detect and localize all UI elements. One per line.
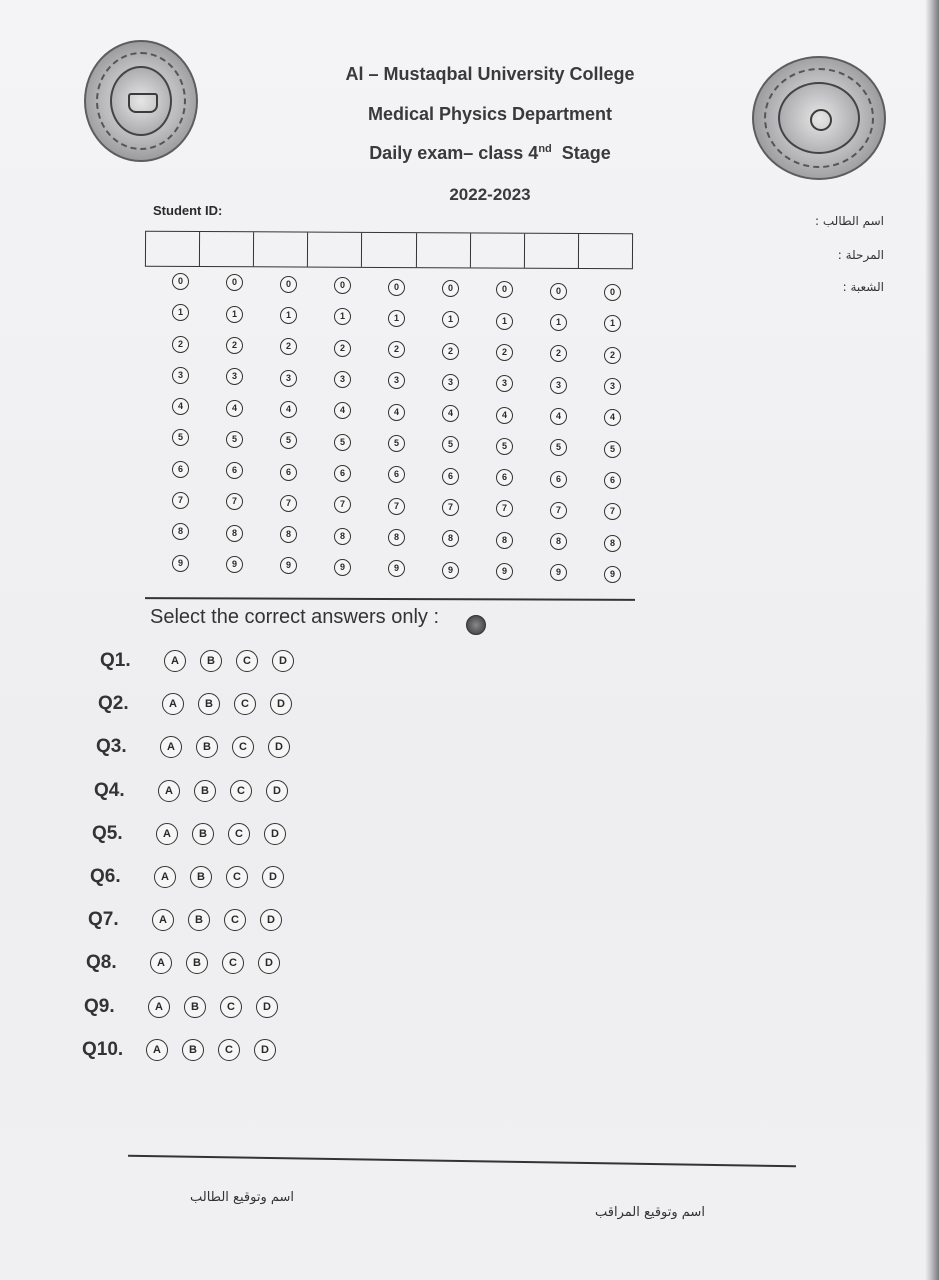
question-label: Q1. bbox=[100, 650, 131, 671]
question-label: Q4. bbox=[94, 779, 125, 801]
id-digit-column bbox=[172, 273, 192, 586]
id-digit-bubble[interactable]: 3 bbox=[226, 368, 243, 385]
id-digit-bubble[interactable]: 5 bbox=[280, 432, 297, 449]
exam-title-sup: nd bbox=[538, 143, 552, 155]
answer-option-bubble[interactable]: A bbox=[148, 996, 170, 1018]
answer-option-bubble[interactable]: D bbox=[272, 650, 294, 672]
id-digit-bubble[interactable]: 7 bbox=[334, 496, 351, 513]
id-digit-bubble[interactable]: 6 bbox=[388, 466, 405, 483]
id-digit-bubble[interactable]: 6 bbox=[442, 468, 459, 485]
answer-option-bubble[interactable]: C bbox=[232, 736, 254, 758]
id-digit-column bbox=[388, 279, 408, 592]
id-digit-bubble[interactable]: 6 bbox=[604, 472, 621, 489]
page-edge-shadow bbox=[925, 0, 939, 1280]
answer-option-bubble[interactable]: C bbox=[224, 909, 246, 931]
id-digit-bubble[interactable]: 0 bbox=[172, 273, 189, 290]
id-digit-column bbox=[442, 280, 462, 593]
id-digit-bubble[interactable]: 3 bbox=[604, 378, 621, 395]
id-digit-bubble[interactable]: 1 bbox=[604, 315, 621, 332]
id-digit-bubble[interactable]: 4 bbox=[172, 398, 189, 415]
id-digit-bubble[interactable]: 0 bbox=[334, 277, 351, 294]
id-digit-bubble[interactable]: 9 bbox=[226, 556, 243, 573]
id-digit-bubble[interactable]: 5 bbox=[442, 436, 459, 453]
question-label: Q6. bbox=[90, 866, 121, 887]
id-box[interactable] bbox=[254, 232, 308, 266]
question-label: Q2. bbox=[98, 693, 129, 715]
answer-option-bubble[interactable]: C bbox=[218, 1039, 240, 1061]
id-digit-bubble[interactable]: 1 bbox=[496, 313, 513, 330]
question-label: Q5. bbox=[92, 822, 123, 844]
id-digit-bubble[interactable]: 7 bbox=[604, 503, 621, 520]
answer-option-bubble[interactable]: D bbox=[256, 996, 278, 1018]
id-digit-column bbox=[604, 284, 624, 597]
question-label: Q7. bbox=[88, 909, 119, 931]
id-digit-column bbox=[280, 276, 300, 589]
answer-option-bubble[interactable]: D bbox=[264, 823, 286, 845]
id-digit-bubble[interactable]: 4 bbox=[550, 408, 567, 425]
id-digit-bubble[interactable]: 3 bbox=[550, 377, 567, 394]
id-digit-bubble[interactable]: 1 bbox=[226, 306, 243, 323]
question-row bbox=[88, 907, 296, 933]
id-digit-bubble[interactable]: 4 bbox=[388, 404, 405, 421]
answer-option-bubble[interactable]: B bbox=[184, 996, 206, 1018]
id-box[interactable] bbox=[416, 233, 470, 267]
id-digit-bubble[interactable]: 2 bbox=[172, 336, 189, 353]
answer-option-bubble[interactable]: C bbox=[222, 952, 244, 974]
divider-line bbox=[145, 597, 635, 600]
id-box[interactable] bbox=[579, 234, 632, 268]
id-digit-bubble[interactable]: 8 bbox=[172, 523, 189, 540]
id-digit-bubble[interactable]: 4 bbox=[604, 409, 621, 426]
answer-option-bubble[interactable]: C bbox=[228, 823, 250, 845]
id-digit-bubble[interactable]: 1 bbox=[280, 307, 297, 324]
answer-option-bubble[interactable]: A bbox=[158, 780, 180, 802]
id-digit-bubble[interactable]: 8 bbox=[334, 528, 351, 545]
answer-option-bubble[interactable]: A bbox=[162, 693, 184, 715]
id-digit-bubble[interactable]: 7 bbox=[442, 499, 459, 516]
university-seal-left bbox=[84, 40, 198, 162]
id-digit-bubble[interactable]: 9 bbox=[442, 562, 459, 579]
id-digit-bubble[interactable]: 7 bbox=[226, 493, 243, 510]
answer-option-bubble[interactable]: C bbox=[236, 650, 258, 672]
id-digit-column bbox=[334, 277, 354, 590]
exam-title bbox=[300, 143, 680, 164]
id-digit-bubble[interactable]: 2 bbox=[226, 337, 243, 354]
id-digit-bubble[interactable]: 3 bbox=[388, 372, 405, 389]
question-row bbox=[100, 648, 308, 674]
id-digit-bubble[interactable]: 9 bbox=[172, 555, 189, 572]
id-digit-bubble[interactable]: 6 bbox=[226, 462, 243, 479]
question-row bbox=[94, 778, 302, 804]
id-digit-bubble[interactable]: 4 bbox=[334, 402, 351, 419]
answer-option-bubble[interactable]: B bbox=[200, 650, 222, 672]
question-row bbox=[96, 734, 304, 760]
id-digit-bubble[interactable]: 7 bbox=[388, 498, 405, 515]
id-digit-column bbox=[226, 274, 246, 587]
id-digit-bubble[interactable]: 3 bbox=[172, 367, 189, 384]
id-box[interactable] bbox=[200, 232, 254, 266]
id-digit-bubble[interactable]: 5 bbox=[172, 429, 189, 446]
answer-option-bubble[interactable]: A bbox=[154, 866, 176, 888]
id-digit-bubble[interactable]: 2 bbox=[604, 347, 621, 364]
answer-option-bubble[interactable]: A bbox=[164, 650, 186, 672]
id-digit-bubble[interactable]: 5 bbox=[496, 438, 513, 455]
answer-option-bubble[interactable]: C bbox=[234, 693, 256, 715]
id-digit-bubble[interactable]: 2 bbox=[388, 341, 405, 358]
student-id-boxes bbox=[145, 231, 633, 270]
answer-option-bubble[interactable]: D bbox=[268, 736, 290, 758]
answer-option-bubble[interactable]: D bbox=[258, 952, 280, 974]
id-digit-bubble[interactable]: 0 bbox=[496, 281, 513, 298]
question-row bbox=[86, 950, 294, 976]
id-digit-bubble[interactable]: 9 bbox=[280, 557, 297, 574]
id-box[interactable] bbox=[362, 233, 416, 267]
student-name-field[interactable]: اسم الطالب : bbox=[815, 214, 884, 228]
question-row bbox=[90, 864, 298, 890]
answer-option-bubble[interactable]: C bbox=[226, 866, 248, 888]
id-digit-bubble[interactable]: 6 bbox=[496, 469, 513, 486]
seal-core bbox=[778, 82, 860, 154]
id-box[interactable] bbox=[308, 233, 362, 267]
question-label: Q10. bbox=[82, 1038, 124, 1060]
id-digit-bubble[interactable]: 8 bbox=[442, 530, 459, 547]
filled-bubble-icon bbox=[466, 615, 486, 635]
seal-core bbox=[110, 66, 172, 136]
id-digit-bubble[interactable]: 4 bbox=[496, 407, 513, 424]
question-label: Q8. bbox=[86, 952, 117, 974]
id-digit-bubble[interactable]: 3 bbox=[334, 371, 351, 388]
answer-option-bubble[interactable]: D bbox=[254, 1039, 276, 1061]
academic-year: 2022-2023 bbox=[449, 185, 531, 204]
answer-option-bubble[interactable]: D bbox=[262, 866, 284, 888]
id-digit-bubble[interactable]: 6 bbox=[334, 465, 351, 482]
answer-option-bubble[interactable]: C bbox=[230, 780, 252, 802]
id-box[interactable] bbox=[525, 234, 579, 268]
question-row bbox=[98, 691, 306, 717]
question-row bbox=[82, 1037, 290, 1063]
id-digit-bubble[interactable]: 2 bbox=[280, 338, 297, 355]
id-digit-bubble[interactable]: 4 bbox=[280, 401, 297, 418]
book-icon bbox=[128, 93, 158, 113]
proctor-signature-label: اسم وتوقيع المراقب bbox=[595, 1205, 705, 1220]
id-digit-column bbox=[496, 281, 516, 594]
id-digit-bubble[interactable]: 5 bbox=[604, 441, 621, 458]
id-digit-bubble[interactable]: 7 bbox=[172, 492, 189, 509]
id-digit-bubble[interactable]: 6 bbox=[172, 461, 189, 478]
id-digit-bubble[interactable]: 9 bbox=[388, 560, 405, 577]
answer-option-bubble[interactable]: D bbox=[266, 780, 288, 802]
id-digit-bubble[interactable]: 8 bbox=[496, 532, 513, 549]
student-id-label: Student ID: bbox=[153, 203, 223, 218]
answer-option-bubble[interactable]: B bbox=[194, 780, 216, 802]
id-digit-bubble[interactable]: 9 bbox=[550, 564, 567, 581]
question-label: Q9. bbox=[84, 995, 115, 1017]
id-digit-bubble[interactable]: 0 bbox=[442, 280, 459, 297]
question-label: Q3. bbox=[96, 736, 127, 758]
answer-option-bubble[interactable]: B bbox=[186, 952, 208, 974]
answer-option-bubble[interactable]: B bbox=[192, 823, 214, 845]
id-digit-bubble[interactable]: 1 bbox=[172, 304, 189, 321]
id-digit-bubble[interactable]: 8 bbox=[226, 525, 243, 542]
id-digit-bubble[interactable]: 5 bbox=[226, 431, 243, 448]
emblem-icon bbox=[810, 109, 832, 131]
answer-option-bubble[interactable]: B bbox=[188, 909, 210, 931]
id-digit-bubble[interactable]: 2 bbox=[442, 343, 459, 360]
id-box[interactable] bbox=[146, 232, 200, 266]
id-box[interactable] bbox=[471, 233, 525, 267]
id-digit-bubble[interactable]: 1 bbox=[550, 314, 567, 331]
answer-option-bubble[interactable]: B bbox=[190, 866, 212, 888]
id-digit-bubble[interactable]: 9 bbox=[604, 566, 621, 583]
id-digit-bubble[interactable]: 5 bbox=[388, 435, 405, 452]
exam-title-suffix: Stage bbox=[551, 143, 611, 163]
id-digit-bubble[interactable]: 3 bbox=[280, 370, 297, 387]
id-digit-bubble[interactable]: 6 bbox=[280, 464, 297, 481]
student-stage-field[interactable]: المرحلة : bbox=[837, 248, 884, 262]
id-digit-bubble[interactable]: 3 bbox=[496, 375, 513, 392]
id-digit-bubble[interactable]: 0 bbox=[604, 284, 621, 301]
id-digit-column bbox=[550, 283, 570, 596]
id-digit-bubble[interactable]: 0 bbox=[280, 276, 297, 293]
instruction-text: Select the correct answers only : bbox=[150, 606, 440, 628]
id-digit-bubble[interactable]: 5 bbox=[550, 439, 567, 456]
id-digit-bubble[interactable]: 4 bbox=[442, 405, 459, 422]
id-digit-bubble[interactable]: 7 bbox=[550, 502, 567, 519]
answer-option-bubble[interactable]: A bbox=[156, 823, 178, 845]
answer-option-bubble[interactable]: B bbox=[196, 736, 218, 758]
answer-option-bubble[interactable]: B bbox=[198, 693, 220, 715]
id-digit-bubble[interactable]: 2 bbox=[334, 340, 351, 357]
exam-title-text: Daily exam– class 4 bbox=[369, 143, 539, 163]
student-section-field[interactable]: الشعبة : bbox=[842, 280, 884, 294]
answer-option-bubble[interactable]: A bbox=[146, 1039, 168, 1061]
signature-line bbox=[128, 1155, 796, 1167]
id-digit-bubble[interactable]: 1 bbox=[388, 310, 405, 327]
answer-option-bubble[interactable]: C bbox=[220, 996, 242, 1018]
department-name: Medical Physics Department bbox=[367, 104, 613, 124]
id-digit-bubble[interactable]: 0 bbox=[388, 279, 405, 296]
id-digit-bubble[interactable]: 7 bbox=[280, 495, 297, 512]
answer-option-bubble[interactable]: B bbox=[182, 1039, 204, 1061]
id-digit-bubble[interactable]: 5 bbox=[334, 434, 351, 451]
id-digit-bubble[interactable]: 7 bbox=[496, 500, 513, 517]
id-digit-bubble[interactable]: 8 bbox=[550, 533, 567, 550]
id-digit-bubble[interactable]: 8 bbox=[280, 526, 297, 543]
answer-option-bubble[interactable]: A bbox=[150, 952, 172, 974]
id-digit-bubble[interactable]: 0 bbox=[226, 274, 243, 291]
answer-option-bubble[interactable]: A bbox=[160, 736, 182, 758]
id-digit-bubble[interactable]: 1 bbox=[442, 311, 459, 328]
department-seal-right bbox=[752, 56, 886, 180]
id-digit-bubble[interactable]: 8 bbox=[604, 535, 621, 552]
id-digit-bubble[interactable]: 2 bbox=[496, 344, 513, 361]
id-digit-bubble[interactable]: 0 bbox=[550, 283, 567, 300]
id-digit-bubble[interactable]: 9 bbox=[334, 559, 351, 576]
id-digit-bubble[interactable]: 9 bbox=[496, 563, 513, 580]
id-digit-bubble[interactable]: 3 bbox=[442, 374, 459, 391]
student-signature-label: اسم وتوقيع الطالب bbox=[190, 1190, 295, 1205]
question-row bbox=[92, 821, 300, 847]
college-name: Al – Mustaqbal University College bbox=[345, 64, 635, 84]
id-digit-bubble[interactable]: 4 bbox=[226, 400, 243, 417]
id-digit-bubble[interactable]: 6 bbox=[550, 471, 567, 488]
question-row bbox=[84, 994, 292, 1020]
answer-option-bubble[interactable]: A bbox=[152, 909, 174, 931]
answer-option-bubble[interactable]: D bbox=[270, 693, 292, 715]
id-digit-bubble[interactable]: 1 bbox=[334, 308, 351, 325]
id-digit-bubble[interactable]: 8 bbox=[388, 529, 405, 546]
id-digit-bubble[interactable]: 2 bbox=[550, 345, 567, 362]
answer-option-bubble[interactable]: D bbox=[260, 909, 282, 931]
